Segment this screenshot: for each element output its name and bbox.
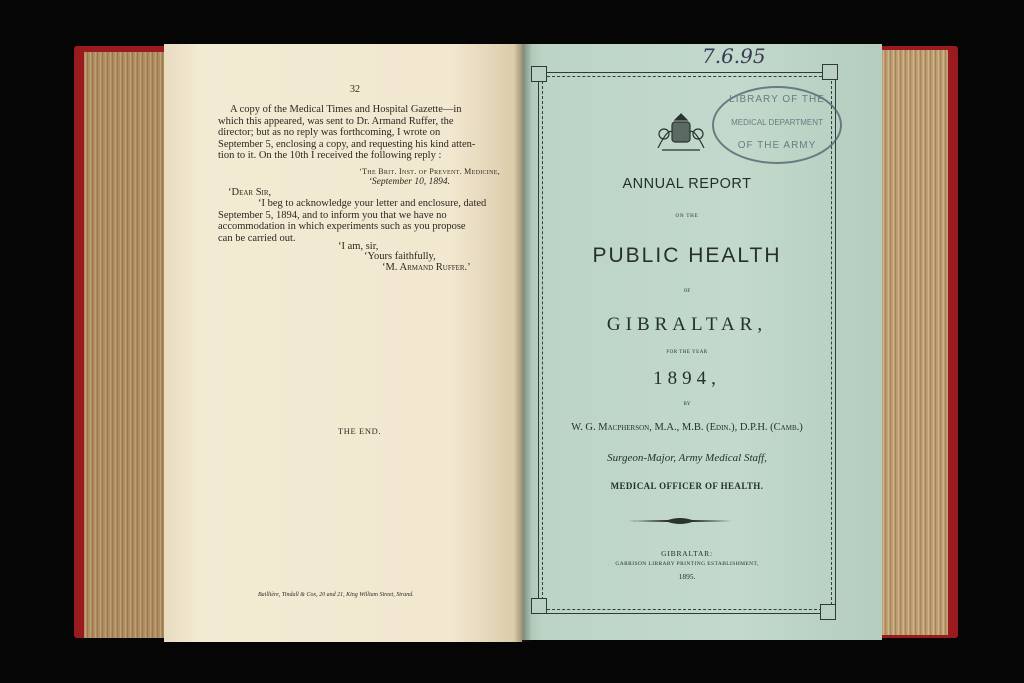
closing-line: ‘I am, sir, xyxy=(338,241,379,252)
corner-ornament xyxy=(820,604,836,620)
letter-body xyxy=(218,198,500,244)
the-end: THE END. xyxy=(338,426,382,436)
page-number: 32 xyxy=(350,84,360,95)
letter-line: can be carried out. xyxy=(218,232,296,244)
library-stamp xyxy=(712,86,842,164)
on-the: ON THE xyxy=(675,214,699,219)
paragraph-line: September 5, enclosing a copy, and requesting his kind atten- xyxy=(218,138,476,150)
office-line: MEDICAL OFFICER OF HEALTH. xyxy=(610,481,764,491)
rank-line: Surgeon-Major, Army Medical Staff, xyxy=(607,452,767,464)
letter-line: September 5, 1894, and to inform you that we have no xyxy=(218,209,447,221)
paragraph-line: director; but as no reply was forthcoming, I wrote on xyxy=(218,127,441,138)
imprint-year: 1895. xyxy=(678,572,696,581)
by: BY xyxy=(683,402,691,407)
author-line: W. G. Macpherson, M.A., M.B. (Edin.), D.P.H. (Camb.) xyxy=(571,422,803,433)
stamp-line: LIBRARY OF THE xyxy=(729,94,825,105)
letter-line: accommodation in which experiments such as you propose xyxy=(218,221,466,232)
royal-arms-emblem xyxy=(652,108,710,156)
salutation: ‘Dear Sir, xyxy=(228,187,272,198)
public-health-title: PUBLIC HEALTH xyxy=(592,244,782,267)
letter-header: ‘The Brit. Inst. of Prevent. Medicine, xyxy=(359,167,500,176)
page-edges-left xyxy=(84,52,170,638)
imprint-press: GARRISON LIBRARY PRINTING ESTABLISHMENT, xyxy=(615,561,759,567)
paragraph-line: tion to it. On the 10th I received the following reply : xyxy=(218,150,442,161)
paragraph-line: A copy of the Medical Times and Hospital Gazette—in xyxy=(230,104,462,115)
imprint-place: GIBRALTAR: xyxy=(661,549,713,558)
page-edges-right xyxy=(872,50,948,635)
handwritten-date: 7.6.95 xyxy=(702,44,766,68)
stamp-line: MEDICAL DEPARTMENT xyxy=(731,118,823,127)
printer-imprint: Baillière, Tindall & Cox, 20 and 21, King William Street, Strand. xyxy=(258,592,414,598)
corner-ornament xyxy=(531,66,547,82)
of: OF xyxy=(683,289,691,294)
paragraph-line: which this appeared, was sent to Dr. Armand Ruffer, the xyxy=(218,115,454,127)
letter-line: ‘I beg to acknowledge your letter and enclosure, dated xyxy=(258,198,487,209)
gibraltar-title: GIBRALTAR, xyxy=(606,314,768,335)
letter-date: ‘September 10, 1894. xyxy=(368,177,450,187)
for-the-year: FOR THE YEAR xyxy=(666,350,708,355)
signature: ‘M. Armand Ruffer.’ xyxy=(382,262,471,273)
report-year: 1894, xyxy=(653,368,721,389)
body-paragraph xyxy=(218,104,500,162)
ornamental-rule xyxy=(628,516,732,526)
corner-ornament xyxy=(531,598,547,614)
book-gutter xyxy=(514,44,532,642)
closing-line: ‘Yours faithfully, xyxy=(364,251,436,262)
annual-report-title: ANNUAL REPORT xyxy=(622,176,752,192)
corner-ornament xyxy=(822,64,838,80)
stamp-line: OF THE ARMY xyxy=(737,140,817,151)
